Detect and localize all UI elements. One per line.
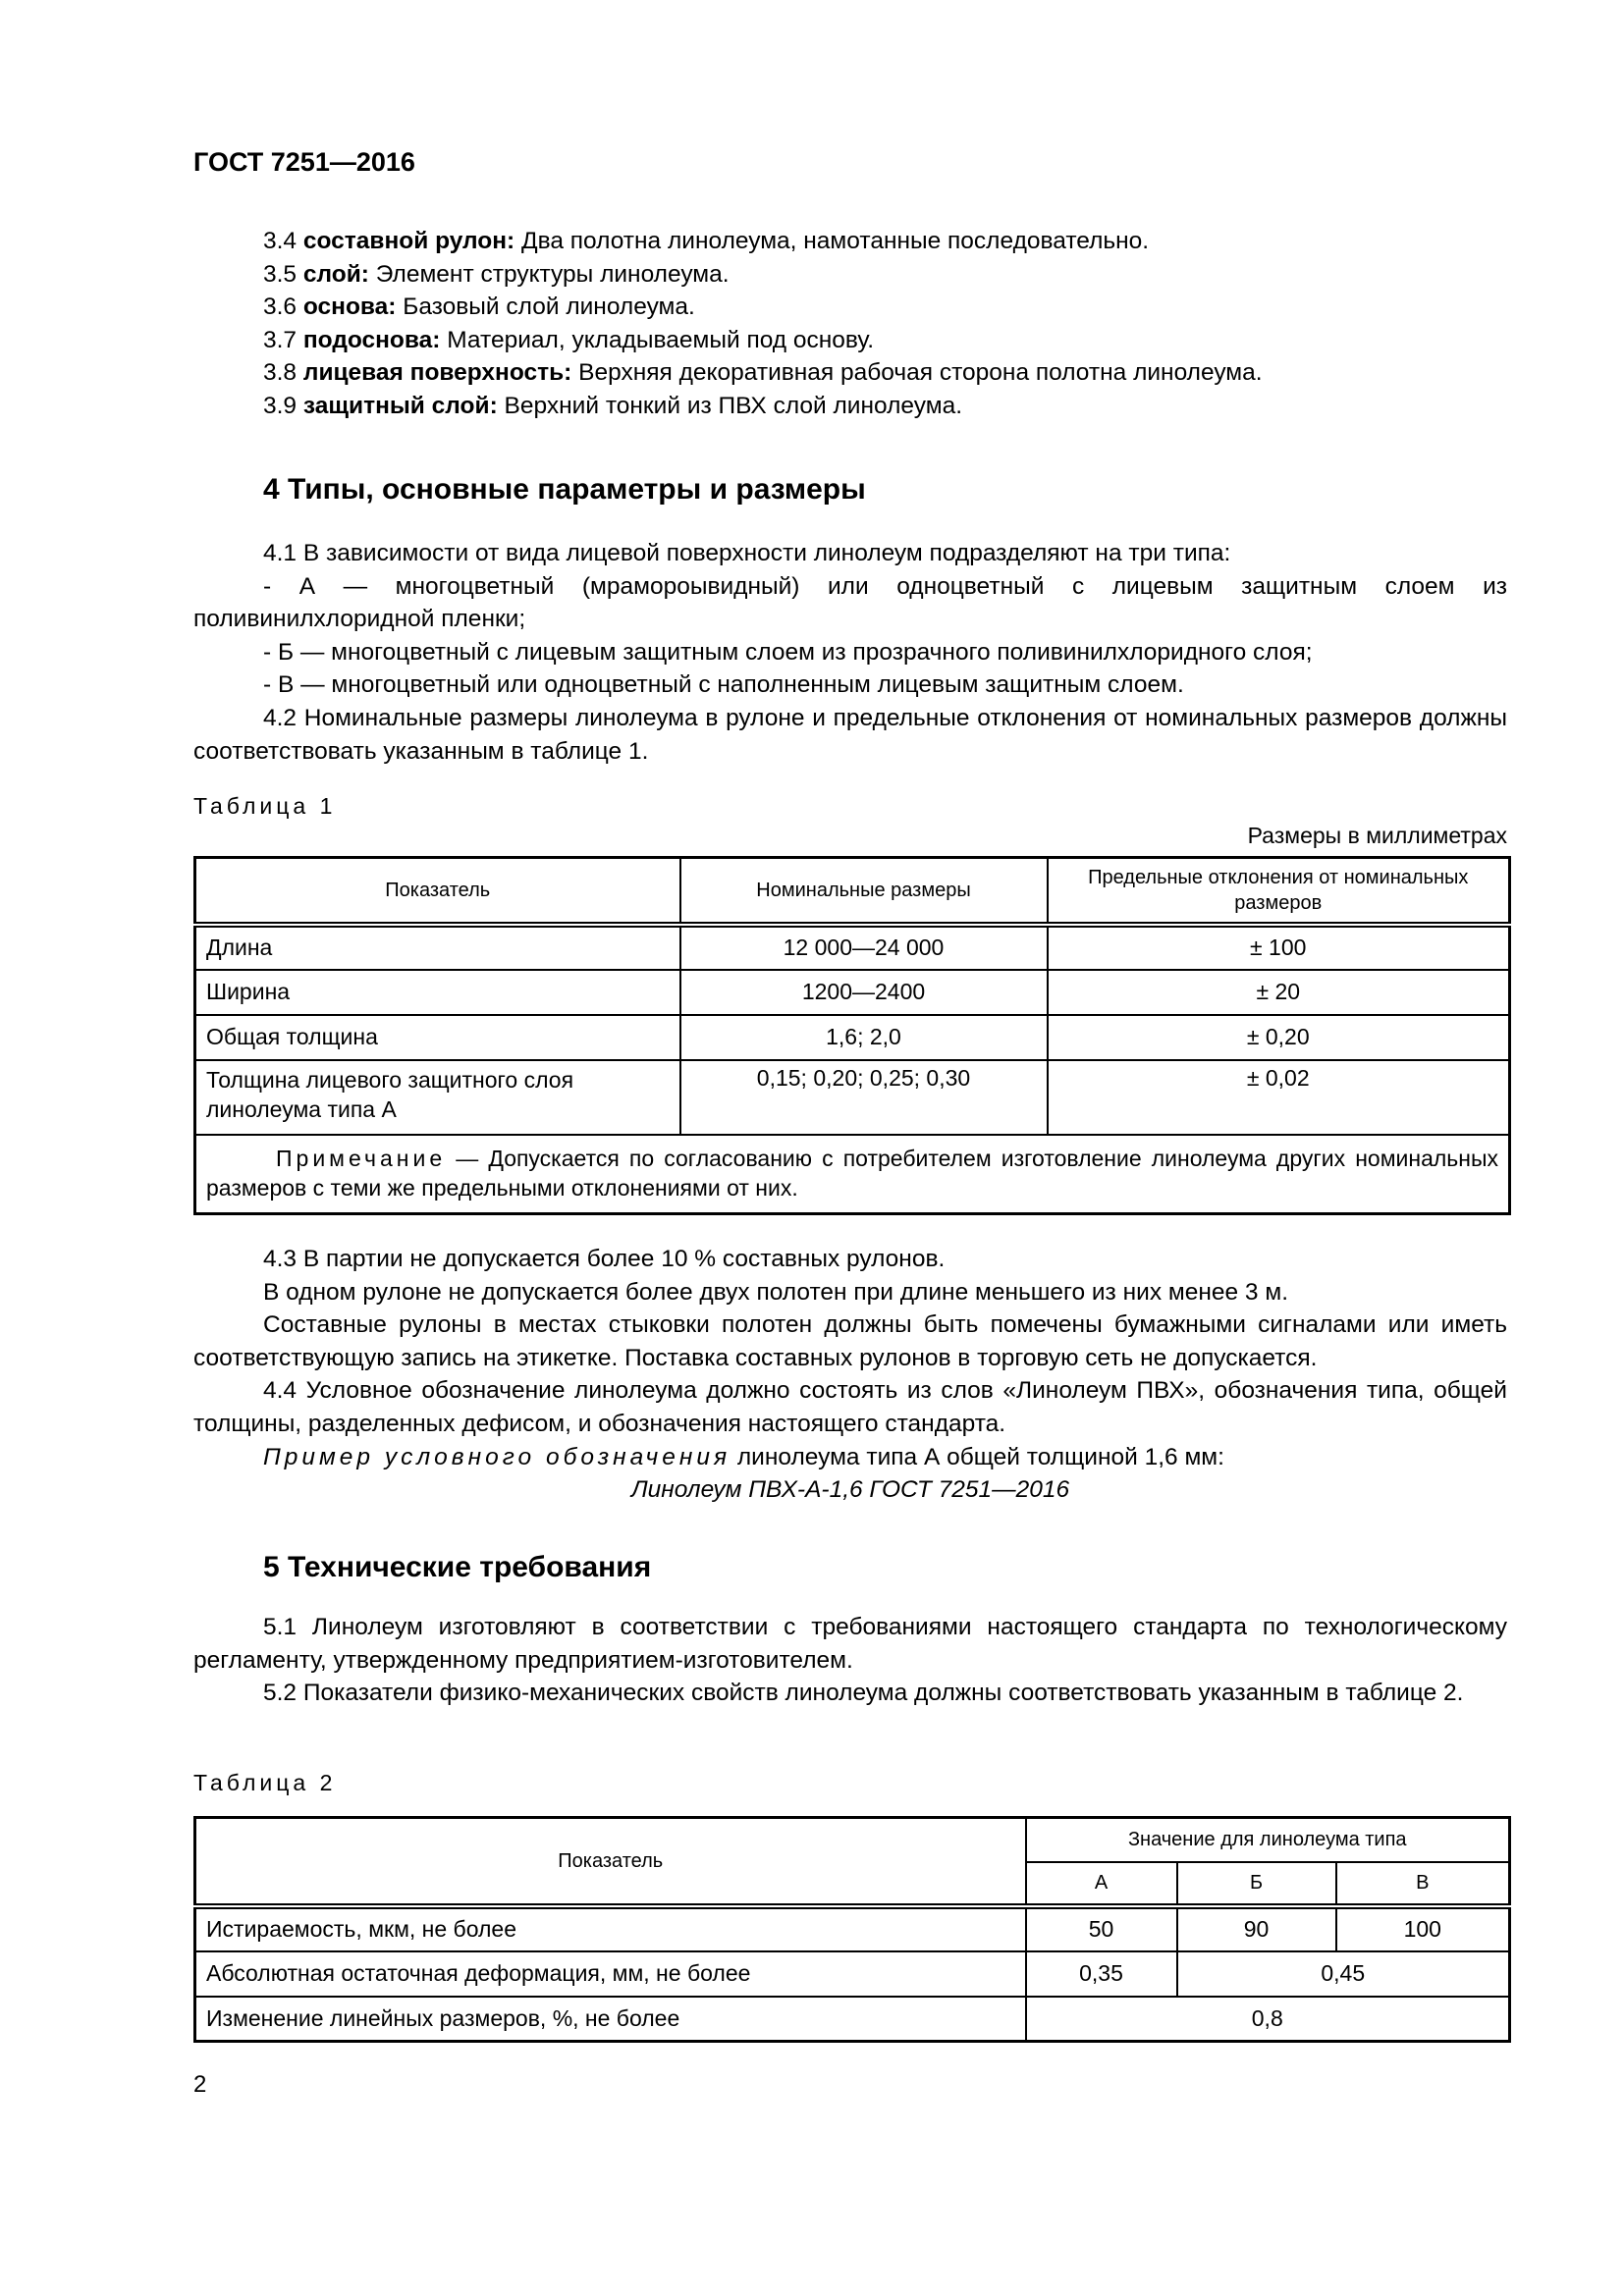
definition-term: составной рулон: — [302, 228, 515, 254]
definition-number: 3.4 — [263, 228, 298, 254]
definition-text: Материал, укладываемый под основу. — [447, 326, 875, 353]
section-5-heading: 5 Технические требования — [263, 1551, 652, 1583]
definition-number: 3.9 — [263, 392, 298, 419]
table-row — [195, 1951, 1510, 1997]
table-1-units: Размеры в миллиметрах — [1247, 823, 1507, 848]
table-cell: Длина — [195, 925, 680, 970]
note-text: — Допускается по согласованию с потребителем изготовление линолеума других номинальных размеров с теми же предельными отклонениями от них. — [206, 1145, 1498, 1201]
section-4-intro — [193, 537, 1507, 768]
table-1-header-nominal: Номинальные размеры — [680, 858, 1048, 925]
definition-item — [193, 225, 1507, 258]
paragraph-4-3-b: В одном рулоне не допускается более двух полотен при длине меньшего из них менее 3 м. — [263, 1278, 1289, 1306]
definition-text: Два полотна линолеума, намотанные последовательно. — [521, 228, 1150, 254]
table-1 — [193, 856, 1511, 1215]
definition-item — [193, 291, 1507, 324]
paragraph-5-2: 5.2 Показатели физико-механических свойств линолеума должны соответствовать указанным в таблице 2. — [263, 1680, 1464, 1707]
table-cell: 0,35 — [1026, 1951, 1177, 1997]
definition-text: Базовый слой линолеума. — [403, 294, 695, 321]
table-cell: 90 — [1177, 1906, 1336, 1951]
paragraph-5-1: 5.1 Линолеум изготовляют в соответствии с требованиями настоящего стандарта по технологическому регламенту, утвержденному предприятием-изготовителем. — [193, 1614, 1507, 1674]
table-2-header-indicator: Показатель — [195, 1818, 1026, 1906]
table-row — [195, 1997, 1510, 2042]
section-5-body — [193, 1611, 1507, 1710]
definition-term: лицевая поверхность: — [302, 359, 572, 387]
table-2 — [193, 1816, 1511, 2043]
table-1-header-tolerance: Предельные отклонения от номинальных размеров — [1048, 858, 1510, 925]
definition-text: Элемент структуры линолеума. — [375, 260, 730, 288]
definition-term: основа: — [302, 294, 397, 321]
table-cell: ± 0,02 — [1048, 1060, 1510, 1135]
table-cell: ± 20 — [1048, 970, 1510, 1015]
table-cell: 12 000—24 000 — [680, 925, 1048, 970]
table-row — [195, 1906, 1510, 1951]
table-cell: Изменение линейных размеров, %, не более — [195, 1997, 1026, 2042]
table-cell: ± 0,20 — [1048, 1015, 1510, 1060]
document-code-header: ГОСТ 7251—2016 — [193, 147, 415, 177]
paragraph-4-4: 4.4 Условное обозначение линолеума должно состоять из слов «Линолеум ПВХ», обозначения типа, общей толщины, разделенных дефисом, и обозначения настоящего стандарта. — [193, 1377, 1507, 1437]
definition-text: Верхняя декоративная рабочая сторона полотна линолеума. — [578, 359, 1263, 387]
page-number: 2 — [193, 2071, 207, 2098]
definition-term: слой: — [302, 260, 369, 288]
table-cell: 100 — [1336, 1906, 1510, 1951]
table-cell: Ширина — [195, 970, 680, 1015]
table-cell: 1200—2400 — [680, 970, 1048, 1015]
table-cell: 0,8 — [1026, 1997, 1510, 2042]
type-v-item: - В — многоцветный или одноцветный с наполненным лицевым защитным слоем. — [263, 671, 1184, 699]
table-row — [195, 970, 1510, 1015]
table-row — [195, 1060, 1510, 1135]
table-1-header-indicator: Показатель — [195, 858, 680, 925]
type-a-item: - А — многоцветный (мрамороывидный) или одноцветный с лицевым защитным слоем из поливинилхлоридной пленки; — [193, 572, 1507, 633]
table-cell: 0,45 — [1177, 1951, 1510, 1997]
table-2-header-type-v: В — [1336, 1862, 1510, 1906]
table-row — [195, 1015, 1510, 1060]
designation-example — [193, 1441, 1507, 1474]
example-text: линолеума типа А общей толщиной 1,6 мм: — [731, 1443, 1224, 1470]
section-4-continued — [193, 1243, 1507, 1507]
definitions-list — [193, 225, 1507, 423]
table-1-note — [195, 1135, 1510, 1214]
section-4-heading: 4 Типы, основные параметры и размеры — [263, 473, 866, 506]
definition-item — [193, 324, 1507, 357]
definition-number: 3.6 — [263, 294, 298, 321]
table-cell: ± 100 — [1048, 925, 1510, 970]
table-2-header-type-b: Б — [1177, 1862, 1336, 1906]
table-cell: Абсолютная остаточная деформация, мм, не более — [195, 1951, 1026, 1997]
table-note-row — [195, 1135, 1510, 1214]
definition-item — [193, 356, 1507, 390]
table-2-header-group: Значение для линолеума типа — [1026, 1818, 1510, 1862]
table-2-caption: Таблица 2 — [193, 1770, 337, 1795]
type-b-item: - Б — многоцветный с лицевым защитным слоем из прозрачного поливинилхлоридного слоя; — [263, 638, 1313, 666]
definition-item — [193, 390, 1507, 423]
definition-term: подоснова: — [302, 326, 441, 353]
definition-term: защитный слой: — [302, 392, 498, 419]
table-row — [195, 925, 1510, 970]
definition-text: Верхний тонкий из ПВХ слой линолеума. — [504, 392, 963, 419]
table-cell: Толщина лицевого защитного слоя линолеума типа А — [195, 1060, 680, 1135]
table-1-caption: Таблица 1 — [193, 793, 337, 819]
paragraph-4-1: 4.1 В зависимости от вида лицевой поверхности линолеум подразделяют на три типа: — [263, 540, 1231, 566]
definition-item — [193, 258, 1507, 292]
definition-number: 3.8 — [263, 359, 298, 387]
paragraph-4-3-c: Составные рулоны в местах стыковки полотен должны быть помечены бумажными сигналами или иметь соответствующую запись на этикетке. Поставка составных рулонов в торговую сеть не допускается. — [193, 1311, 1507, 1371]
definition-number: 3.7 — [263, 326, 298, 353]
paragraph-4-2: 4.2 Номинальные размеры линолеума в рулоне и предельные отклонения от номинальных размеров должны соответствовать указанным в таблице 1. — [193, 704, 1507, 765]
paragraph-4-3: 4.3 В партии не допускается более 10 % составных рулонов. — [263, 1246, 946, 1272]
definition-number: 3.5 — [263, 260, 298, 288]
table-cell: Общая толщина — [195, 1015, 680, 1060]
table-cell: 1,6; 2,0 — [680, 1015, 1048, 1060]
example-label: Пример условного обозначения — [263, 1443, 731, 1470]
table-cell: 50 — [1026, 1906, 1177, 1951]
example-designation-value: Линолеум ПВХ-А-1,6 ГОСТ 7251—2016 — [630, 1476, 1070, 1504]
table-cell: Истираемость, мкм, не более — [195, 1906, 1026, 1951]
note-label: Примечание — [276, 1145, 447, 1171]
table-2-header-type-a: А — [1026, 1862, 1177, 1906]
table-cell: 0,15; 0,20; 0,25; 0,30 — [680, 1060, 1048, 1135]
